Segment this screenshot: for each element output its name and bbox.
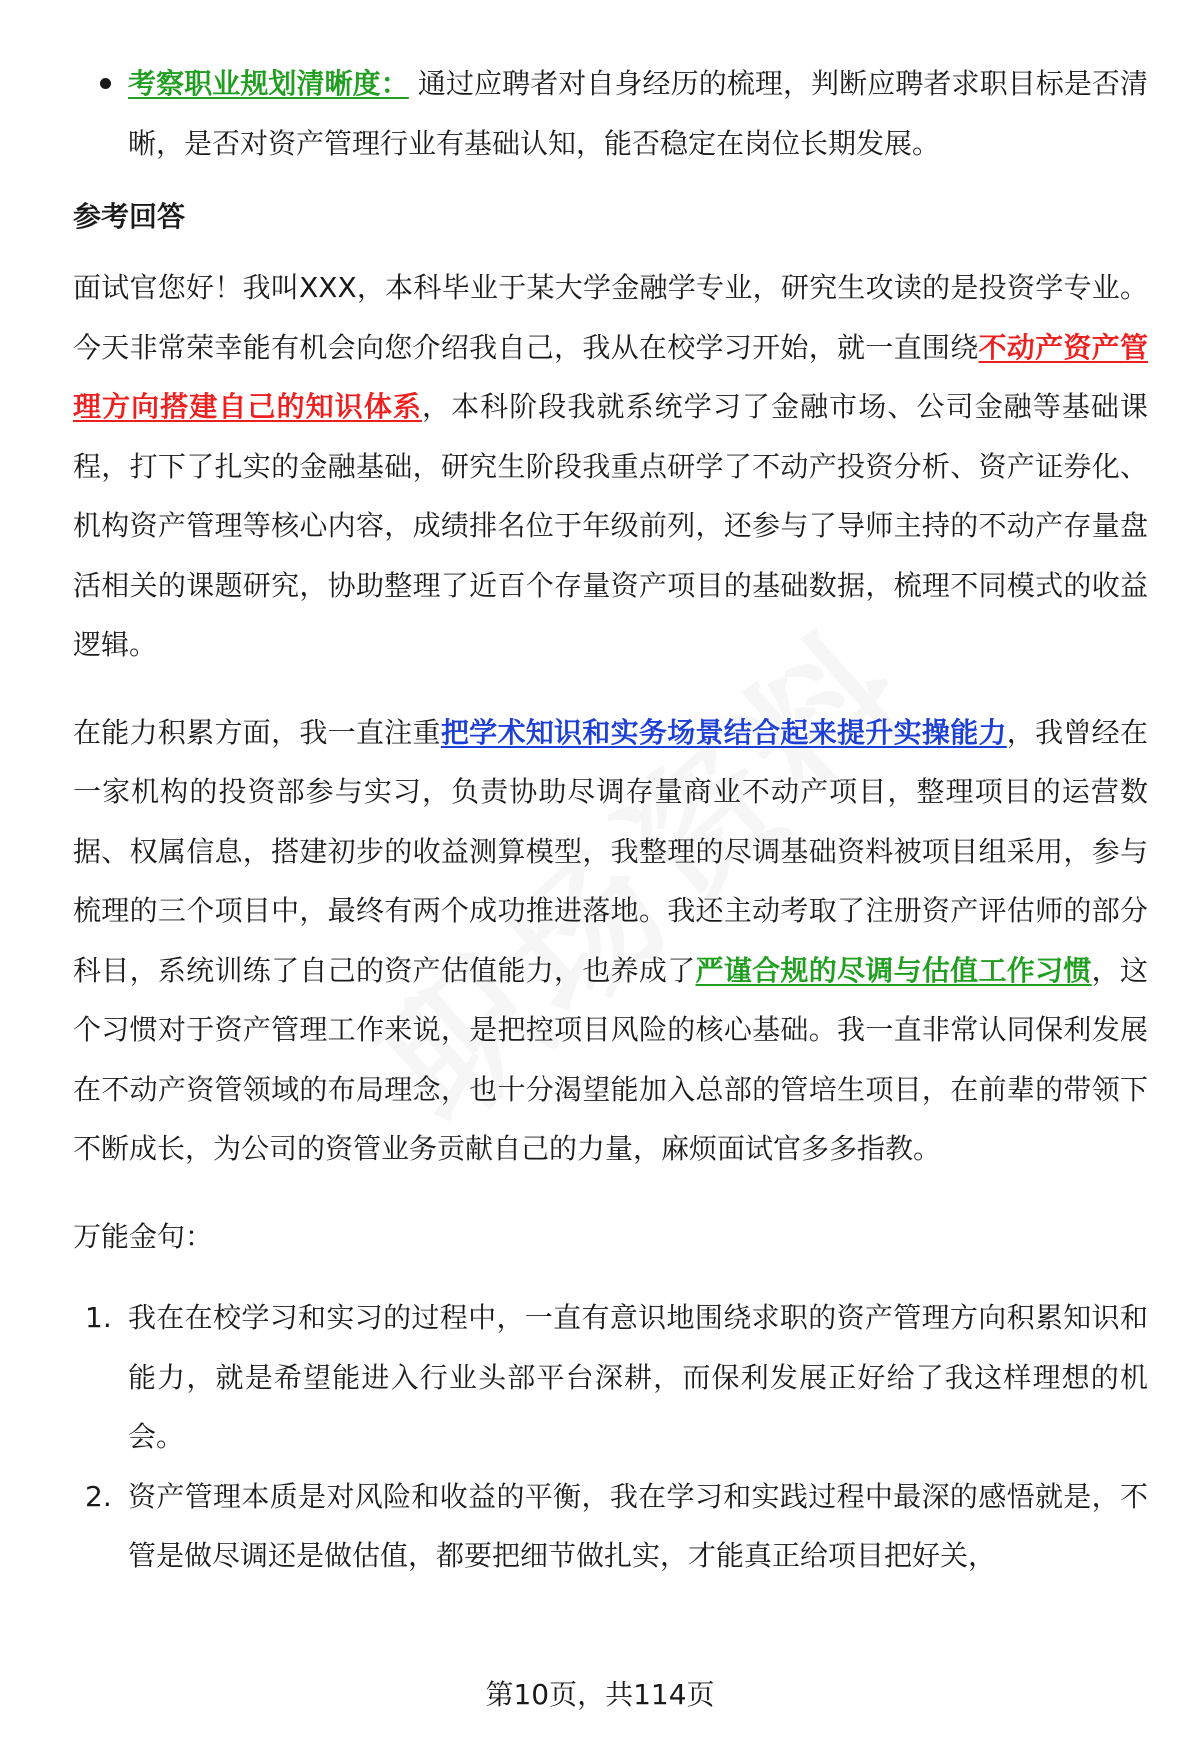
golden-item-1-text: 我在在校学习和实习的过程中，一直有意识地围绕求职的资产管理方向积累知识和能力，就是希望能进入行业头部平台深耕，而保利发展正好给了我这样理想的机会。 bbox=[128, 1301, 1148, 1453]
para2-highlight-2: 严谨合规的尽调与估值工作习惯 bbox=[695, 953, 1092, 987]
page-footer: 第10页，共114页 bbox=[485, 1678, 715, 1711]
para2-text-c: ，这个习惯对于资产管理工作来说，是把控项目风险的核心基础。我一直非常认同保利发展在不动产资管领域的布局理念，也十分渴望能加入总部的管培生项目，在前辈的带领下不断成长，为公司的资管业务贡献自己的力量，麻烦面试官多多指教。 bbox=[73, 953, 1148, 1165]
bullet-label: 考察职业规划清晰度： bbox=[128, 67, 409, 100]
para2-text-b: ，我曾经在一家机构的投资部参与实习，负责协助尽调存量商业不动产项目，整理项目的运营数据、权属信息，搭建初步的收益测算模型，我整理的尽调基础资料被项目组采用，参与梳理的三个项目中，最终有两个成功推进落地。我还主动考取了注册资产评估师的部分科目，系统训练了自己的资产估值能力，也养成了 bbox=[73, 715, 1148, 987]
answer-paragraph-1 bbox=[73, 258, 1148, 675]
answer-paragraph-2 bbox=[73, 703, 1148, 1179]
document-page bbox=[73, 54, 1148, 1586]
para1-highlight: 不动产资产管理方向搭建自己的知识体系 bbox=[73, 330, 1148, 423]
bullet-text: 通过应聘者对自身经历的梳理，判断应聘者求职目标是否清晰，是否对资产管理行业有基础认知，能否稳定在岗位长期发展。 bbox=[128, 67, 1148, 160]
golden-item-1 bbox=[73, 1288, 1148, 1467]
bullet-item bbox=[73, 54, 1148, 173]
para2-text-a: 在能力积累方面，我一直注重 bbox=[73, 715, 441, 749]
bullet-paragraph bbox=[128, 54, 1148, 173]
golden-item-1-number: 1. bbox=[85, 1301, 112, 1334]
golden-title: 万能金句： bbox=[73, 1219, 214, 1253]
golden-item-2 bbox=[73, 1467, 1148, 1586]
para1-text-a: 面试官您好！我叫XXX，本科毕业于某大学金融学专业，研究生攻读的是投资学专业。今天非常荣幸能有机会向您介绍我自己，我从在校学习开始，就一直围绕 bbox=[73, 271, 1148, 364]
section-title: 参考回答 bbox=[73, 200, 186, 233]
para1-text-b: ，本科阶段我就系统学习了金融市场、公司金融等基础课程，打下了扎实的金融基础，研究生阶段我重点研学了不动产投资分析、资产证券化、机构资产管理等核心内容，成绩排名位于年级前列，还参与了导师主持的不动产存量盘活相关的课题研究，协助整理了近百个存量资产项目的基础数据，梳理不同模式的收益逻辑。 bbox=[73, 390, 1148, 661]
golden-item-2-text: 资产管理本质是对风险和收益的平衡，我在学习和实践过程中最深的感悟就是，不管是做尽调还是做估值，都要把细节做扎实，才能真正给项目把好关， bbox=[128, 1479, 1148, 1572]
bullet-dot-icon bbox=[100, 78, 111, 89]
para2-highlight-1: 把学术知识和实务场景结合起来提升实操能力 bbox=[440, 715, 1007, 749]
golden-item-2-number: 2. bbox=[85, 1479, 112, 1513]
